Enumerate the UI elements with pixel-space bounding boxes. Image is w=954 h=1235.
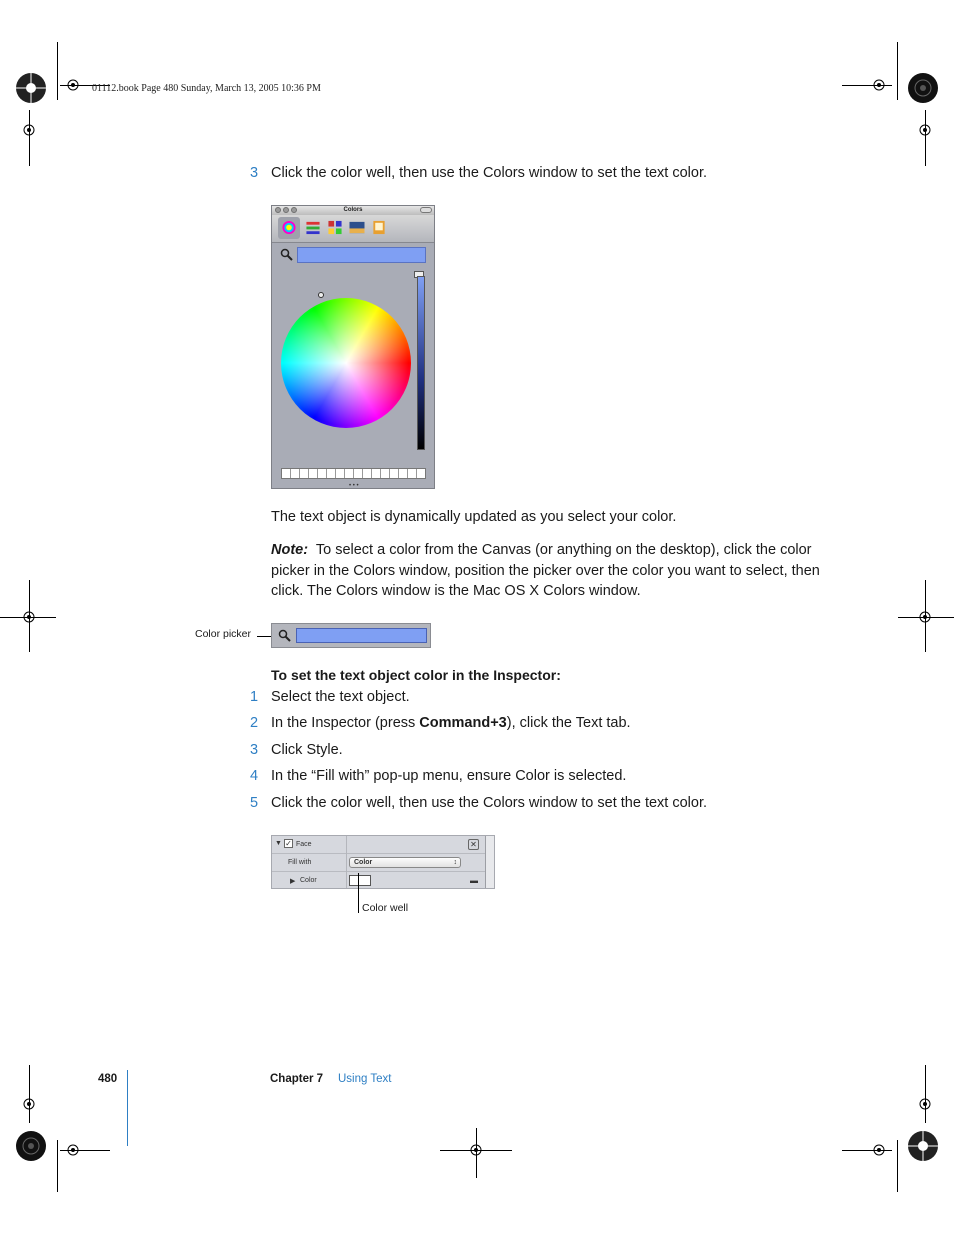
- registration-target-icon: [907, 72, 939, 104]
- crosshair-icon: [871, 1142, 887, 1158]
- zoom-button[interactable]: [291, 207, 297, 213]
- scrollbar[interactable]: [485, 836, 494, 888]
- crosshair-icon: [917, 1096, 933, 1112]
- disclosure-triangle-icon[interactable]: ▶: [290, 878, 296, 885]
- fill-with-row: [272, 854, 486, 872]
- callout-line: [358, 873, 359, 913]
- color-palettes-tab-icon[interactable]: [327, 220, 343, 235]
- color-picker-magnifier-icon[interactable]: [278, 629, 291, 642]
- colors-toolbar: [272, 215, 434, 243]
- reset-icon[interactable]: ✕: [468, 839, 479, 850]
- crosshair-icon: [21, 1096, 37, 1112]
- step-text: Click the color well, then use the Colors window to set the text color.: [271, 165, 708, 181]
- animation-menu-icon[interactable]: ▬: [470, 876, 478, 885]
- fill-with-popup[interactable]: [349, 857, 461, 868]
- step-text-post: ), click the Text tab.: [506, 715, 631, 731]
- footer-rule: [127, 1070, 128, 1146]
- step-number: 3: [250, 165, 259, 181]
- registration-target-icon: [15, 1130, 47, 1162]
- inspector-panel: [271, 835, 495, 889]
- procedure-heading: To set the text object color in the Inspector:: [271, 667, 561, 683]
- close-button[interactable]: [275, 207, 281, 213]
- resize-grip-icon[interactable]: • • •: [349, 483, 359, 489]
- step-2: [250, 713, 850, 733]
- step-3: [250, 740, 850, 760]
- face-label: Face: [296, 841, 312, 848]
- crosshair-icon: [21, 122, 37, 138]
- step-number: 3: [250, 742, 259, 758]
- paragraph-updated: The text object is dynamically updated as you select your color.: [271, 509, 677, 525]
- chapter-title: Using Text: [338, 1073, 392, 1085]
- step-5: [250, 793, 850, 813]
- color-sliders-tab-icon[interactable]: [305, 220, 321, 235]
- disclosure-triangle-icon[interactable]: ▼: [275, 840, 282, 847]
- print-header: 01112.book Page 480 Sunday, March 13, 2005 10:36 PM: [92, 83, 321, 94]
- step-text: Click the color well, then use the Colors window to set the text color.: [271, 795, 708, 811]
- step-4: [250, 766, 850, 786]
- color-picker-callout: Color picker: [195, 628, 252, 640]
- column-divider: [346, 836, 347, 888]
- swatch-strip[interactable]: [281, 468, 426, 479]
- chapter-label: Chapter 7: [270, 1073, 324, 1085]
- crayons-tab-icon[interactable]: [371, 220, 387, 235]
- colors-window-title: Colors: [272, 206, 434, 215]
- color-picker-strip: [271, 623, 431, 648]
- color-row: [272, 872, 486, 890]
- step-1: [250, 687, 850, 707]
- step-text: Click Style.: [271, 742, 343, 758]
- toolbar-toggle-button[interactable]: [420, 207, 432, 213]
- step-number: 5: [250, 795, 259, 811]
- step-text-pre: In the Inspector (press: [271, 715, 420, 731]
- crosshair-icon: [871, 77, 887, 93]
- step-number: 2: [250, 715, 259, 731]
- color-label: Color: [300, 877, 317, 884]
- color-wheel[interactable]: [281, 298, 411, 428]
- colors-window: [271, 205, 435, 489]
- note-text: To select a color from the Canvas (or anything on the desktop), click the color picker in the Colors window, position the picker over the color you want to select, then click. The Colors window is the Mac OS X Colors window.: [271, 542, 820, 599]
- registration-target-icon: [15, 72, 47, 104]
- crosshair-icon: [468, 1142, 484, 1158]
- fill-with-value: Color: [354, 859, 373, 866]
- key-shortcut: Command+3: [419, 715, 507, 731]
- color-well-callout: Color well: [362, 902, 409, 914]
- crosshair-icon: [21, 609, 37, 625]
- crosshair-icon: [65, 77, 81, 93]
- intro-step: [250, 163, 850, 183]
- fill-with-label: Fill with: [288, 859, 312, 866]
- color-well[interactable]: [349, 875, 371, 886]
- step-text: Select the text object.: [271, 689, 410, 705]
- crosshair-icon: [917, 609, 933, 625]
- color-wheel-tab-icon[interactable]: [281, 220, 297, 235]
- note: [271, 540, 831, 602]
- face-checkbox[interactable]: ✓: [285, 839, 292, 848]
- step-text: In the “Fill with” pop-up menu, ensure Color is selected.: [271, 768, 627, 784]
- magnifier-icon[interactable]: [280, 248, 293, 261]
- crosshair-icon: [65, 1142, 81, 1158]
- note-label: Note:: [271, 542, 309, 558]
- registration-target-icon: [907, 1130, 939, 1162]
- page-number: 480: [98, 1073, 118, 1085]
- minimize-button[interactable]: [283, 207, 289, 213]
- step-number: 1: [250, 689, 259, 705]
- image-palettes-tab-icon[interactable]: [349, 220, 365, 235]
- brightness-slider[interactable]: [417, 276, 425, 450]
- crosshair-icon: [917, 122, 933, 138]
- picker-color-field: [296, 628, 427, 643]
- step-number: 4: [250, 768, 259, 784]
- popup-arrows-icon: ↕: [453, 859, 457, 866]
- wheel-cursor[interactable]: [318, 292, 324, 298]
- face-row: [272, 836, 486, 854]
- selected-color-field: [297, 247, 426, 263]
